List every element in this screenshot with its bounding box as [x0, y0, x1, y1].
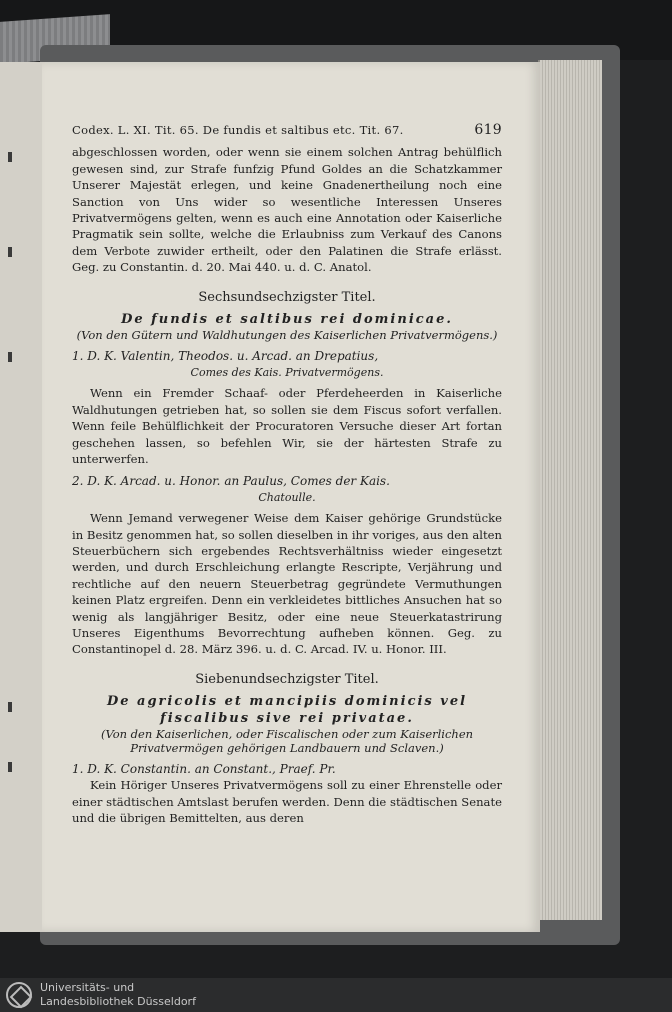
book-page	[42, 62, 540, 932]
library-name-line1: Universitäts- und	[40, 981, 135, 994]
page-stack-edge	[538, 60, 602, 920]
left-page-mark	[8, 762, 12, 772]
law-subheading: Comes des Kais. Privatvermögens.	[190, 365, 384, 379]
german-heading: (Von den Gütern und Waldhutungen des Kaiserlichen Privatvermögens.)	[76, 328, 498, 343]
left-page-mark	[8, 152, 12, 162]
paragraph: Kein Höriger Unseres Privatvermögens soll zu einer Ehrenstelle oder einer städtischen Amtslast berufen werden. Denn die städtischen Senate und die übrigen Bemittelten, aus deren	[72, 778, 502, 826]
library-name	[40, 981, 196, 1009]
library-footer	[0, 978, 672, 1012]
left-page-mark	[8, 247, 12, 257]
law-heading: 1. D. K. Valentin, Theodos. u. Arcad. an Drepatius,	[72, 349, 379, 364]
header-title: Codex. L. XI. Tit. 65. De fundis et saltibus etc. Tit. 67.	[72, 123, 404, 137]
paragraph: Wenn ein Fremder Schaaf- oder Pferdeheerden in Kaiserliche Waldhutungen getrieben hat, so sollen sie dem Fiscus sofort verfallen. Wenn feile Behülflichkeit der Procuratoren Versuche dieser Art fortan geschehen lassen, so befehlen Wir, sie der härtesten Strafe zu unterwerfen.	[72, 386, 502, 466]
page-number: 619	[474, 122, 502, 138]
german-heading: (Von den Kaiserlichen, oder Fiscalischen oder zum Kaiserlichen Privatvermögen gehörigen Landbauern und Sclaven.)	[100, 727, 474, 755]
section-title: Siebenundsechzigster Titel.	[195, 671, 379, 687]
page-text	[72, 122, 502, 827]
latin-heading: De fundis et saltibus rei dominicae.	[121, 312, 453, 328]
section-title: Sechsundsechzigster Titel.	[198, 289, 376, 305]
law-heading: 2. D. K. Arcad. u. Honor. an Paulus, Comes der Kais.	[72, 474, 390, 489]
running-header	[72, 122, 502, 138]
left-page-mark	[8, 702, 12, 712]
law-heading: 1. D. K. Constantin. an Constant., Praef. Pr.	[72, 762, 336, 776]
library-logo-icon	[6, 982, 32, 1008]
paragraph: abgeschlossen worden, oder wenn sie einem solchen Antrag behülflich gewesen sind, zur Strafe funfzig Pfund Goldes an die Schatzkammer Unserer Majestät erlegen, und keine Gnadenertheilung noch eine Sanction von Uns wider so wesentliche Interessen Unseres Privatvermögens gelten, wenn es auch eine Annotation oder Kaiserliche Pragmatik sein sollte, welche die Erlaubniss zum Verkauf des Canons dem Verbote zuwider ertheilt, oder den Palatinen die Strafe erlässt. Geg. zu Constantin. d. 20. Mai 440. u. d. C. Anatol.	[72, 145, 502, 275]
latin-heading: De agricolis et mancipiis dominicis vel fiscalibus sive rei privatae.	[106, 694, 468, 726]
left-page-mark	[8, 352, 12, 362]
paragraph: Wenn Jemand verwegener Weise dem Kaiser gehörige Grundstücke in Besitz genommen hat, so sollen dieselben in ihr voriges, aus den alten Steuerbüchern sich ergebendes Rechtsverhältniss wieder eingesetzt werden, und durch Erschleichung erlangte Rescripte, Verjährung und rechtliche auf den neuern Steuerbetrag gegründete Vermuthungen keinen Platz ergreifen. Denn ein verkleidetes bittliches Ansuchen hat so wenig als langjähriger Besitz, oder eine neue Steuerkatastrirung Unseres Eigenthums Bevorrechtung aufheben können. Geg. zu Constantinopel d. 28. März 396. u. d. C. Arcad. IV. u. Honor. III.	[72, 511, 502, 657]
law-subheading: Chatoulle.	[258, 490, 316, 504]
library-name-line2: Landesbibliothek Düsseldorf	[40, 995, 196, 1008]
